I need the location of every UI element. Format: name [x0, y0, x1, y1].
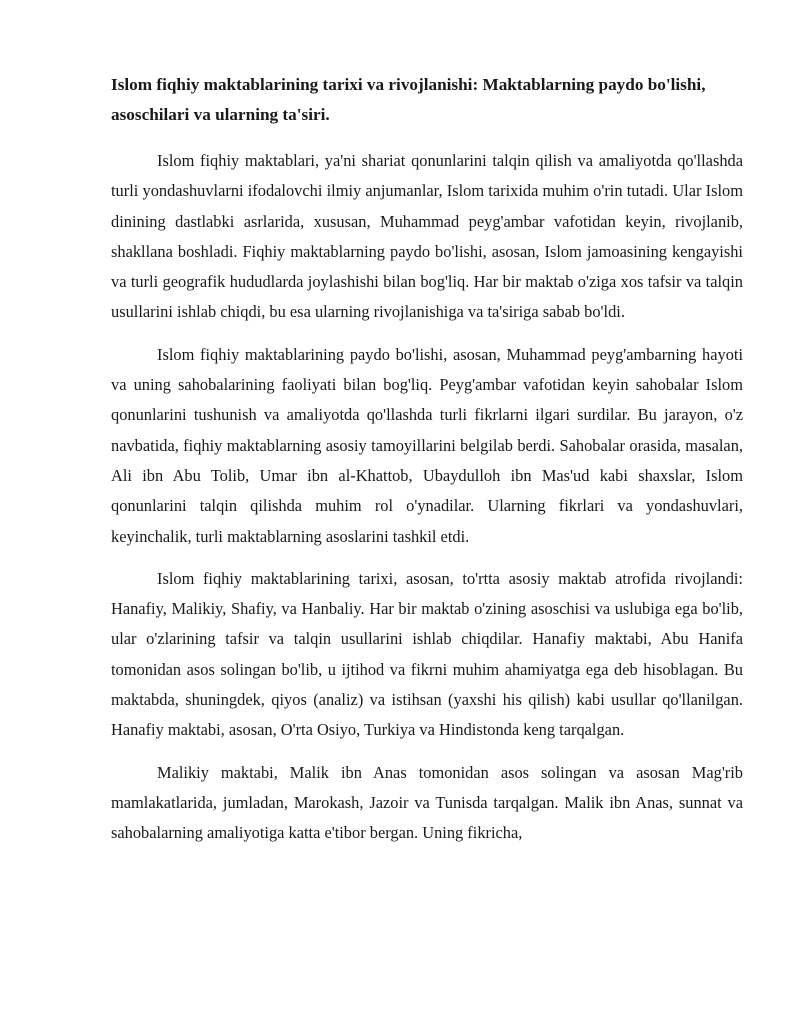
paragraph-3: Islom fiqhiy maktablarining tarixi, asosan, to'rtta asosiy maktab atrofida rivojlandi: Hanafiy, Malikiy, Shafiy, va Hanbaliy. Har bir maktab o'zining asoschisi va uslubiga ega bo'lib, ular o'zlarining tafsir va talqin usullarini ishlab chiqdilar. Hanafiy maktabi, Abu Hanifa tomonidan asos solingan bo'lib, u ijtihod va fikrni muhim ahamiyatga ega deb hisoblagan. Bu maktabda, shuningdek, qiyos (analiz) va istihsan (yaxshi his qilish) kabi usullar qo'llanilgan. Hanafiy maktabi, asosan, O'rta Osiyo, Turkiya va Hindistonda keng tarqalgan.: [111, 568, 743, 740]
paragraph-4: Malikiy maktabi, Malik ibn Anas tomonidan asos solingan va asosan Mag'rib mamlakatlarida, jumladan, Marokash, Jazoir va Tunisda tarqalgan. Malik ibn Anas, sunnat va sahobalarning amaliyotiga katta e'tibor bergan. Uning fikricha,: [111, 762, 743, 843]
document-title: Islom fiqhiy maktablarining tarixi va rivojlanishi: Maktablarning paydo bo'lishi, asoschilari va ularning ta'siri.: [111, 75, 706, 124]
paragraph-2: Islom fiqhiy maktablarining paydo bo'lishi, asosan, Muhammad peyg'ambarning hayoti va uning sahobalarining faoliyati bilan bog'liq. Peyg'ambar vafotidan keyin sahobalar Islom qonunlarini tushunish va amaliyotda qo'llashda turli fikrlarni ilgari surdilar. Bu jarayon, o'z navbatida, fiqhiy maktablarning asosiy tamoyillarini belgilab berdi. Sahobalar orasida, masalan, Ali ibn Abu Tolib, Umar ibn al-Khattob, Ubaydulloh ibn Mas'ud kabi shaxslar, Islom qonunlarini talqin qilishda muhim rol o'ynadilar. Ularning fikrlari va yondashuvlari, keyinchalik, turli maktablarning asoslarini tashkil etdi.: [111, 344, 743, 546]
document-page: [111, 70, 743, 861]
paragraph-1: Islom fiqhiy maktablari, ya'ni shariat qonunlarini talqin qilish va amaliyotda qo'llashda turli yondashuvlarni ifodalovchi ilmiy anjumanlar, Islom tarixida muhim o'rin tutadi. Ular Islom dinining dastlabki asrlarida, xususan, Muhammad peyg'ambar vafotidan keyin, rivojlanib, shakllana boshladi. Fiqhiy maktablarning paydo bo'lishi, asosan, Islom jamoasining kengayishi va turli geografik hududlarda joylashishi bilan bog'liq. Har bir maktab o'ziga xos tafsir va talqin usullarini ishlab chiqdi, bu esa ularning rivojlanishiga va ta'siriga sabab bo'ldi.: [111, 151, 743, 322]
